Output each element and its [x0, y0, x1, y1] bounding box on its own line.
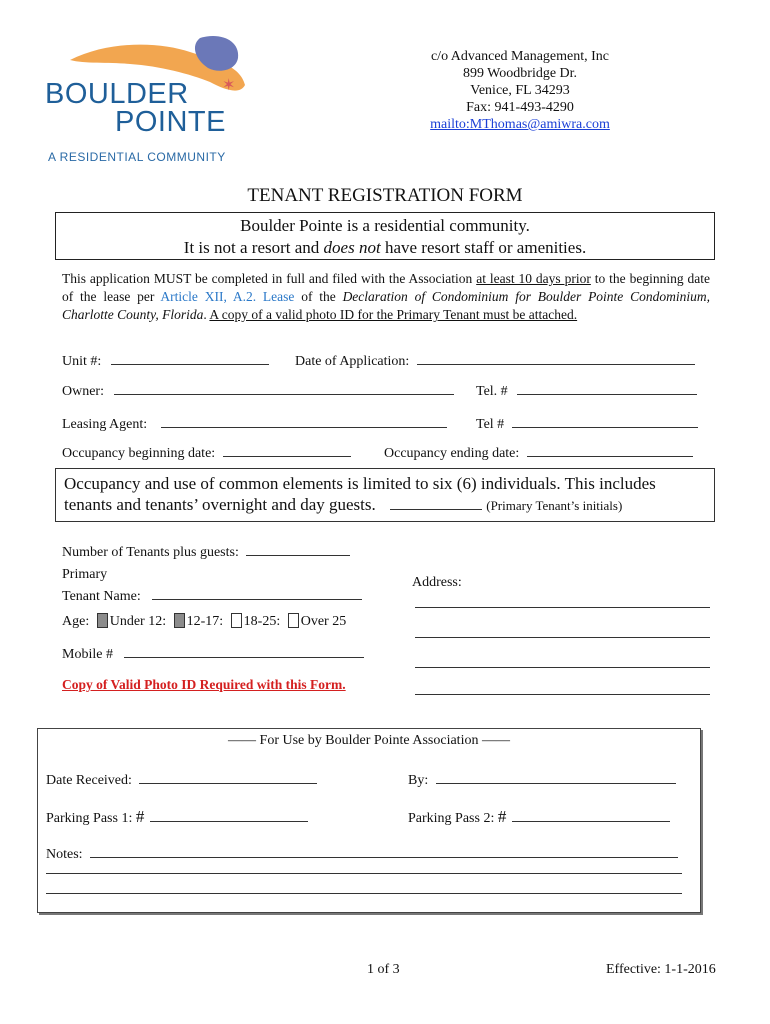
initials-label: (Primary Tenant’s initials): [486, 498, 623, 513]
occupancy-begin-blank[interactable]: [223, 442, 351, 457]
address-line-2[interactable]: [415, 637, 710, 638]
logo-tagline: A RESIDENTIAL COMMUNITY: [48, 150, 226, 164]
tel2-blank[interactable]: [512, 413, 698, 428]
address-line1: c/o Advanced Management, Inc: [430, 49, 610, 64]
para-declaration: Declaration of Condominium for Boulder Pointe Condominium, Charlotte County, Florida: [62, 289, 710, 322]
unit-label: Unit #:: [62, 354, 102, 369]
occupancy-begin-label: Occupancy beginning date:: [62, 446, 216, 461]
logo-line1: BOULDER: [45, 78, 189, 110]
address-line-1[interactable]: [415, 607, 710, 608]
notes-field[interactable]: [46, 843, 678, 863]
para-text-7: .: [203, 307, 210, 322]
para-photo-id-note: A copy of a valid photo ID for the Primary Tenant must be attached.: [209, 307, 578, 322]
notice-box: [55, 212, 715, 260]
age-12-17-checkbox[interactable]: [174, 613, 185, 628]
parking-pass1-blank[interactable]: [150, 807, 308, 822]
over25-label: Over 25: [300, 614, 347, 629]
notes-line-3[interactable]: [46, 893, 682, 894]
under12-checkbox[interactable]: [97, 613, 108, 628]
tel1-field[interactable]: [476, 380, 697, 400]
address-label: Address:: [412, 575, 462, 590]
address-line3: Venice, FL 34293: [470, 83, 570, 98]
tel2-label: Tel #: [476, 417, 505, 432]
association-heading: —— For Use by Boulder Pointe Association ——: [228, 733, 510, 748]
parking-pass1-label: Parking Pass 1:: [46, 811, 133, 826]
occupancy-limit-box: [55, 468, 715, 522]
agent-field[interactable]: [62, 413, 447, 433]
age-18-25-checkbox[interactable]: [231, 613, 242, 628]
occupancy-end-blank[interactable]: [527, 442, 693, 457]
parking-pass2-field[interactable]: [408, 807, 670, 827]
notice-line1: Boulder Pointe is a residential community.: [240, 216, 530, 235]
notes-blank-1[interactable]: [90, 843, 678, 858]
age-row: [62, 613, 346, 630]
date-application-field[interactable]: [295, 350, 695, 370]
address-email-link[interactable]: mailto:MThomas@amiwra.com: [430, 117, 610, 132]
initials-blank[interactable]: [390, 497, 482, 510]
para-deadline: at least 10 days prior: [476, 271, 591, 286]
age-12-17-label: 12-17:: [186, 614, 224, 629]
date-received-blank[interactable]: [139, 769, 317, 784]
occupancy-begin-field[interactable]: [62, 442, 351, 462]
unit-field[interactable]: [62, 350, 269, 370]
date-received-label: Date Received:: [46, 773, 132, 788]
notes-line-2[interactable]: [46, 873, 682, 874]
notes-label: Notes:: [46, 847, 83, 862]
agent-label: Leasing Agent:: [62, 417, 148, 432]
mobile-field[interactable]: [62, 643, 364, 663]
by-label: By:: [408, 773, 429, 788]
occupancy-line1: Occupancy and use of common elements is limited to six (6) individuals. This includes: [64, 474, 656, 493]
mobile-label: Mobile #: [62, 647, 113, 662]
page-number: 1 of 3: [367, 962, 400, 977]
owner-field[interactable]: [62, 380, 454, 400]
date-received-field[interactable]: [46, 769, 317, 789]
under12-label: Under 12:: [109, 614, 167, 629]
parking-pass2-blank[interactable]: [512, 807, 670, 822]
owner-label: Owner:: [62, 384, 104, 399]
address-line-3[interactable]: [415, 667, 710, 668]
logo-star-icon: ✶: [222, 75, 236, 94]
occupancy-line2: tenants and tenants’ overnight and day guests.: [64, 495, 376, 514]
photo-id-warning: Copy of Valid Photo ID Required with this Form.: [62, 677, 346, 692]
occupancy-end-field[interactable]: [384, 442, 693, 462]
date-application-label: Date of Application:: [295, 354, 410, 369]
address-line-4[interactable]: [415, 694, 710, 695]
age-18-25-label: 18-25:: [243, 614, 281, 629]
num-tenants-label: Number of Tenants plus guests:: [62, 545, 239, 560]
para-text-1: This application MUST be completed in full and filed with the Association: [62, 271, 477, 286]
age-label: Age:: [62, 614, 90, 629]
para-article-link[interactable]: Article XII, A.2. Lease: [160, 289, 295, 304]
primary-label: Primary: [62, 567, 108, 582]
logo-line2: POINTE: [115, 106, 226, 138]
num-tenants-field[interactable]: [62, 541, 350, 561]
address-block: [400, 48, 640, 133]
occupancy-end-label: Occupancy ending date:: [384, 446, 520, 461]
tel1-blank[interactable]: [517, 380, 697, 395]
num-tenants-blank[interactable]: [246, 541, 350, 556]
unit-blank[interactable]: [111, 350, 269, 365]
notice-line2-c: have resort staff or amenities.: [380, 238, 587, 257]
notice-line2-a: It is not a resort and: [183, 238, 324, 257]
address-fax: Fax: 941-493-4290: [466, 100, 574, 115]
address-line2: 899 Woodbridge Dr.: [462, 66, 578, 81]
agent-blank[interactable]: [161, 413, 447, 428]
instructions-paragraph: [62, 270, 710, 324]
parking-pass2-label: Parking Pass 2:: [408, 811, 495, 826]
tel1-label: Tel. #: [476, 384, 508, 399]
tenant-name-field[interactable]: [62, 585, 362, 605]
logo: [40, 30, 250, 140]
over25-checkbox[interactable]: [288, 613, 299, 628]
date-application-blank[interactable]: [417, 350, 695, 365]
tel2-field[interactable]: [476, 413, 698, 433]
notice-line2: [56, 237, 714, 259]
notice-line2-emphasis: does not: [323, 238, 381, 257]
page-title: TENANT REGISTRATION FORM: [247, 185, 523, 206]
parking-pass1-field[interactable]: [46, 807, 308, 827]
parking-pass1-hash: #: [135, 807, 145, 826]
parking-pass2-hash: #: [497, 807, 507, 826]
occupancy-line2-row: [64, 494, 706, 516]
para-text-5: of the: [294, 289, 343, 304]
tenant-name-blank[interactable]: [152, 585, 362, 600]
para-text-3: to the beginning date of the lease per: [62, 271, 710, 304]
owner-blank[interactable]: [114, 380, 454, 395]
effective-date: Effective: 1-1-2016: [606, 962, 716, 977]
mobile-blank[interactable]: [124, 643, 364, 658]
tenant-name-label: Tenant Name:: [62, 589, 141, 604]
association-use-box: [37, 728, 701, 913]
by-field[interactable]: [408, 769, 676, 789]
by-blank[interactable]: [436, 769, 676, 784]
